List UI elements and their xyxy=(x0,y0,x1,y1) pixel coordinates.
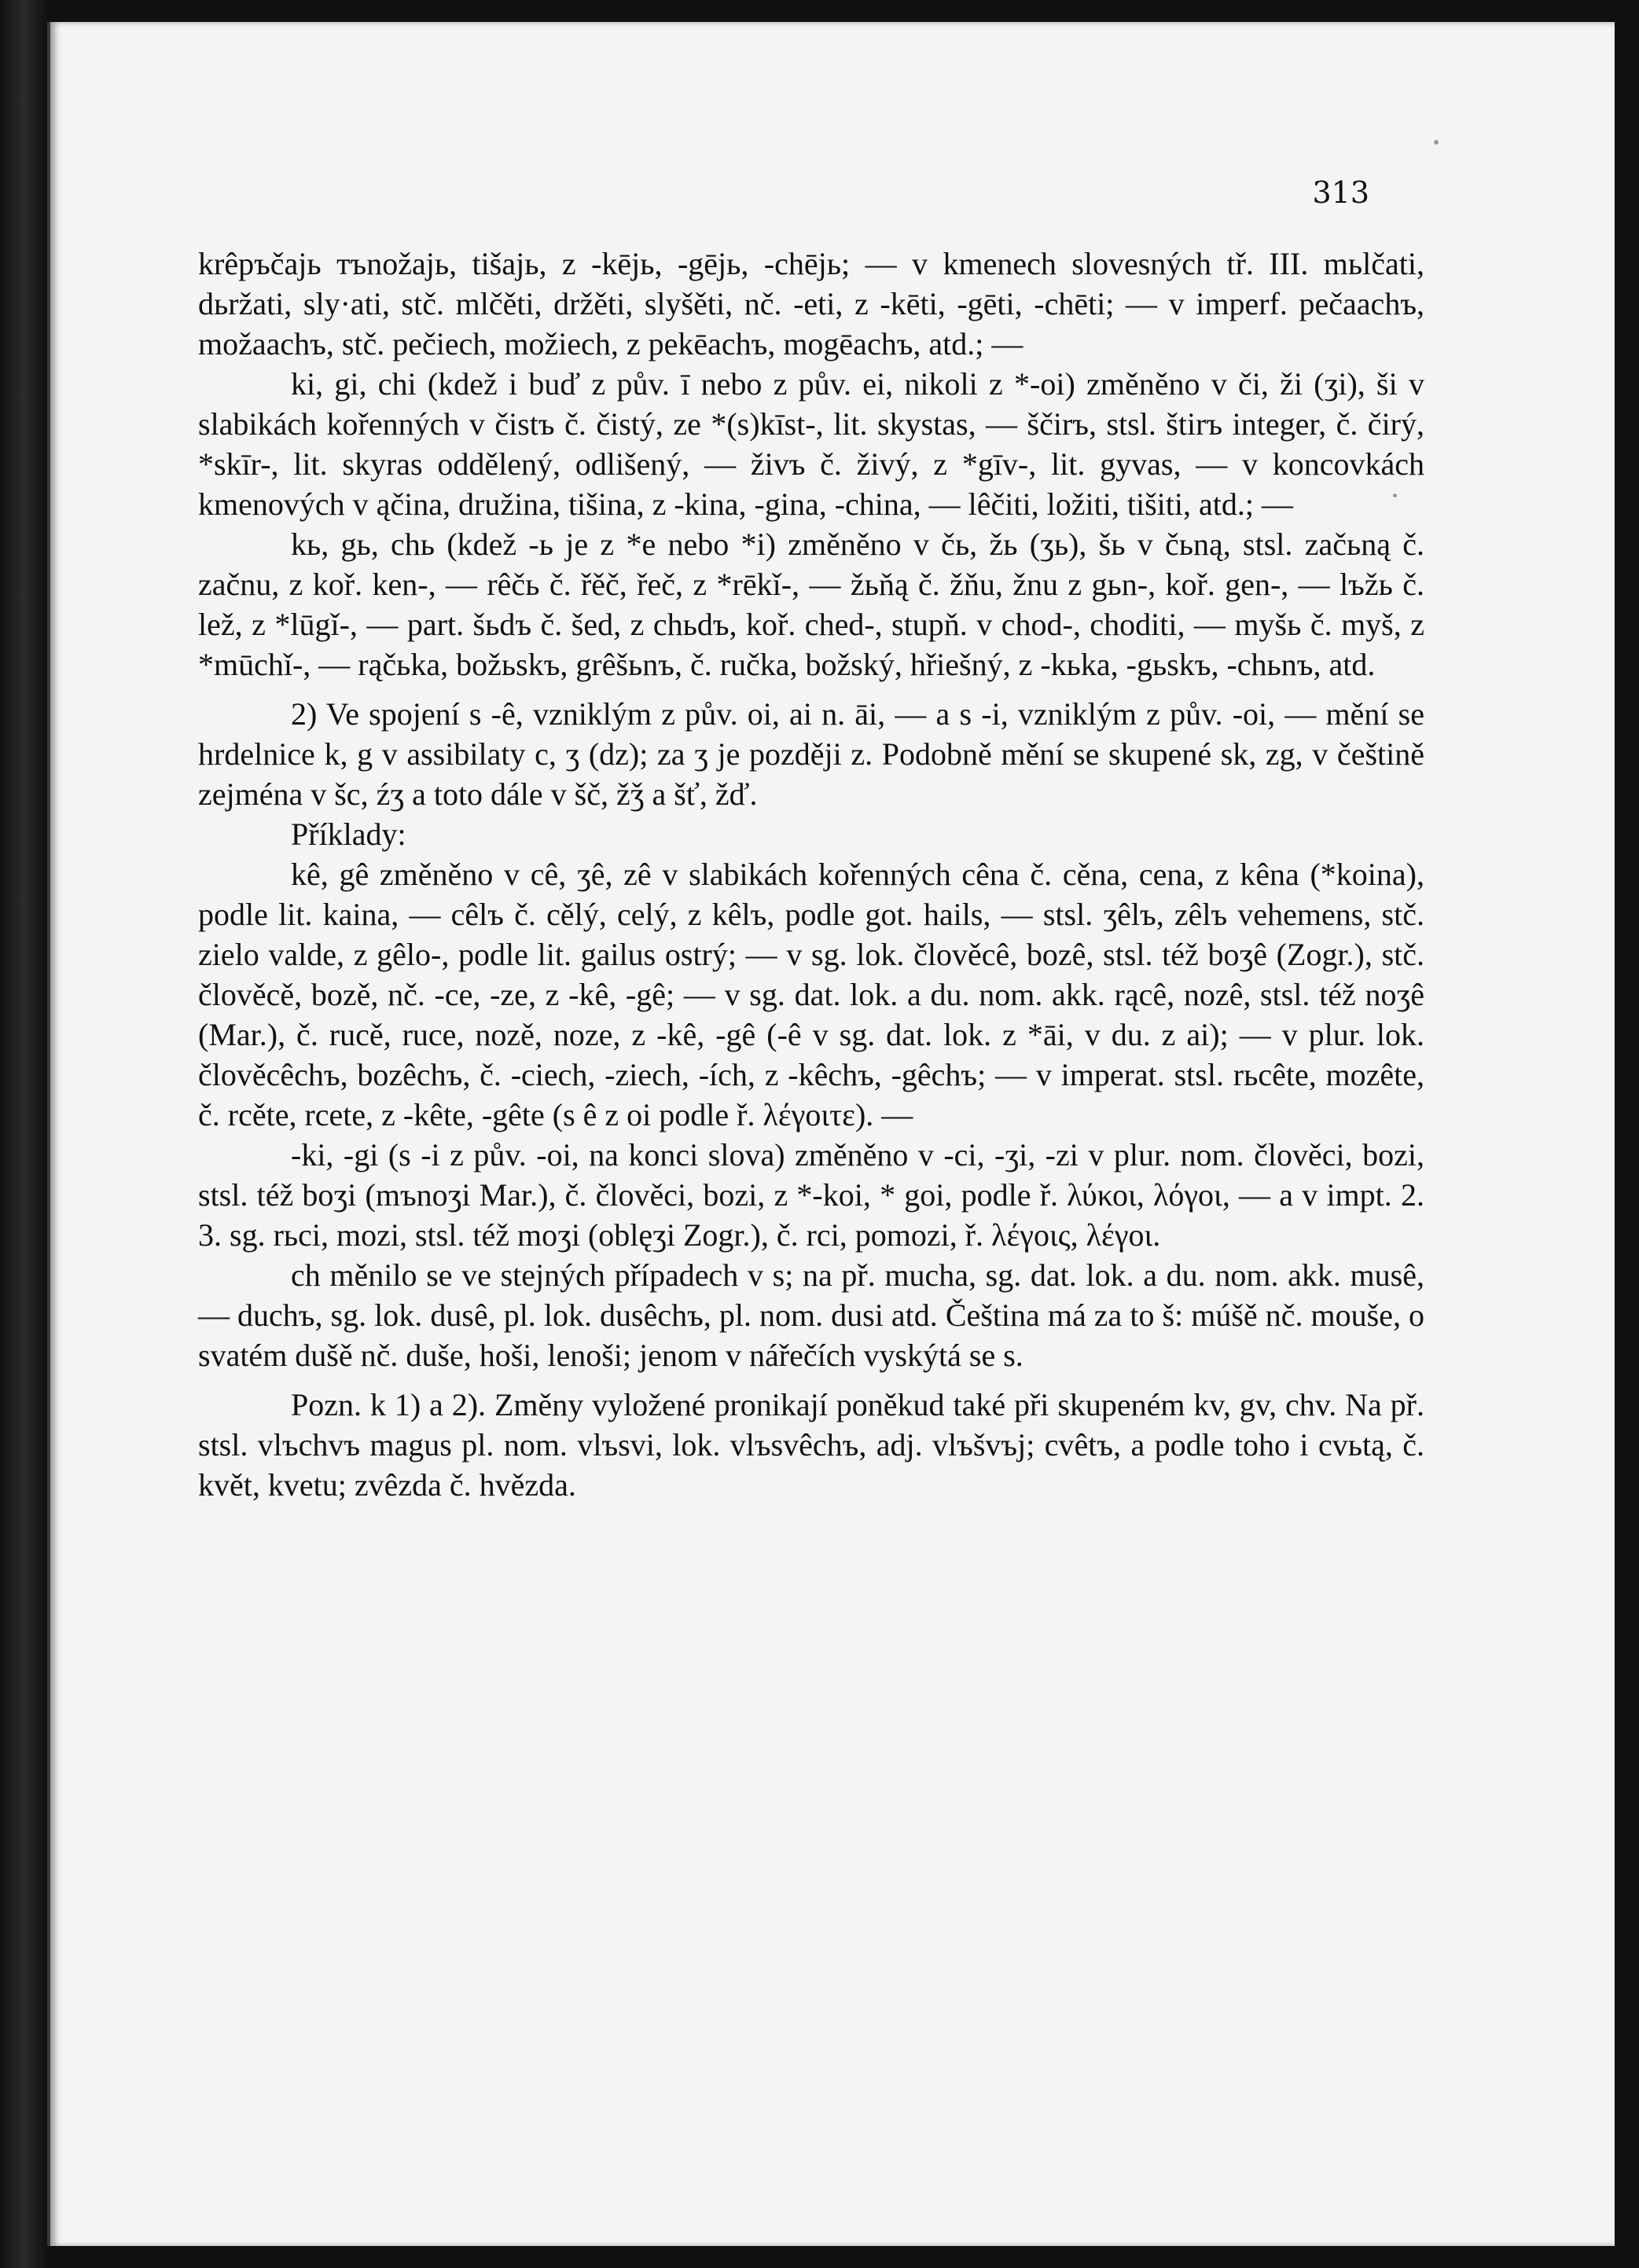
book-page xyxy=(47,22,1615,2246)
page-body xyxy=(198,244,1424,1505)
paragraph-poznamka: Pozn. k 1) a 2). Změny vyložené pronikají poněkud také při skupeném kv, gv, chv. Na př. stsl. vlъchvъ magus pl. nom. vlъsvi, lok. vlъsvêchъ, adj. vlъšvъj; cvêtъ, a podle toho i cvьtą, č. květ, kvetu; zvêzda č. hvězda. xyxy=(198,1387,1424,1503)
scan-speck xyxy=(1393,494,1397,497)
scan-speck xyxy=(1434,140,1439,145)
paragraph-kb-gb-chb: kь, gь, chь (kdež -ь je z *e nebo *i) změněno v čь, žь (ʒь), šь v čьną, stsl. začьną č. začnu, z koř. ken-, — rêčь č. řěč, řeč, z *rēkǐ-, — žьňą č. žňu, žnu z gьn-, koř. gen-, — lъžь č. lež, z *lūgǐ-, — part. šьdъ č. šed, z chьdъ, koř. ched-, stupň. v chod-, choditi, — myšь č. myš, z *mūchǐ-, — rąčьka, božьskъ, grêšьnъ, č. ručka, božský, hřiešný, z -kьka, -gьskъ, -chьnъ, atd. xyxy=(198,527,1424,682)
paragraph-ki-gi-chi: ki, gi, chi (kdež i buď z pův. ī nebo z pův. ei, nikoli z *-oi) změněno v či, ži (ʒi), ši v slabikách kořenných v čistъ č. čistý, ze *(s)kīst-, lit. skystas, — ščirъ, stsl. štirъ integer, č. čirý, *skīr-, lit. skyras oddělený, odlišený, — živъ č. živý, z *gīv-, lit. gyvas, — v koncovkách kmenových v ąčina, družina, tišina, z -kina, -gina, -china, — lêčiti, ložiti, tišiti, atd.; — xyxy=(198,366,1424,522)
paragraph-ki-gi-plur: -ki, -gi (s -i z pův. -oi, na konci slova) změněno v -ci, -ʒi, -zi v plur. nom. člověci, bozi, stsl. též boʒi (mъnoʒi Mar.), č. člověci, bozi, z *-koi, * goi, podle ř. λύκοι, λόγοι, — a v impt. 2. 3. sg. rьci, mozi, stsl. též moʒi (oblęʒi Zogr.), č. rci, pomozi, ř. λέγοις, λέγοι. xyxy=(198,1137,1424,1253)
paragraph-ke-ge: kê, gê změněno v cê, ʒê, zê v slabikách kořenných cêna č. cěna, cena, z kêna (*koina), podle lit. kaina, — cêlъ č. cělý, celý, z kêlъ, podle got. hails, — stsl. ʒêlъ, zêlъ vehemens, stč. zielo valde, z gêlo-, podle lit. gailus ostrý; — v sg. lok. člověcê, bozê, stsl. též boʒê (Zogr.), stč. člověcě, bozě, nč. -ce, -ze, z -kê, -gê; — v sg. dat. lok. a du. nom. akk. rącê, nozê, stsl. též noʒê (Mar.), č. rucě, ruce, nozě, noze, z -kê, -gê (-ê v sg. dat. lok. z *āi, v du. z ai); — v plur. lok. člověcêchъ, bozêchъ, č. -ciech, -ziech, -ích, z -kêchъ, -gêchъ; — v imperat. stsl. rьcête, mozête, č. rcěte, rcete, z -kête, -gête (s ê z oi podle ř. λέγοιτε). — xyxy=(198,857,1424,1132)
paragraph-ch-s: ch měnilo se ve stejných případech v s; na př. mucha, sg. dat. lok. a du. nom. akk. musê, — duchъ, sg. lok. dusê, pl. lok. dusêchъ, pl. nom. dusi atd. Čeština má za to š: múšě nč. mouše, o svatém dušě nč. duše, hoši, lenoši; jenom v nářečích vyskýtá se s. xyxy=(198,1257,1424,1373)
page-number: 313 xyxy=(1312,175,1369,210)
paragraph-spojeni: 2) Ve spojení s -ê, vzniklým z pův. oi, ai n. āi, — a s -i, vzniklým z pův. -oi, — mění se hrdelnice k, g v assibilaty c, ʒ (dz); za ʒ je později z. Podobně mění se skupené sk, zg, v češtině zejména v šc, źʒ a toto dále v šč, žǯ a šť, žď. xyxy=(198,696,1424,812)
paragraph-kmenech: krêръčajь тъnožajь, tišajь, z -kējь, -gējь, -chējь; — v kmenech slovesných tř. III. mьlčati, dьržati, sly·ati, stč. mlčěti, držěti, slyšěti, nč. -eti, z -kēti, -gēti, -chēti; — v imperf. pečaachъ, možaachъ, stč. pečiech, možiech, z pekēachъ, mogēachъ, atd.; — xyxy=(198,246,1424,361)
paragraph-priklady-label: Příklady: xyxy=(291,817,406,852)
